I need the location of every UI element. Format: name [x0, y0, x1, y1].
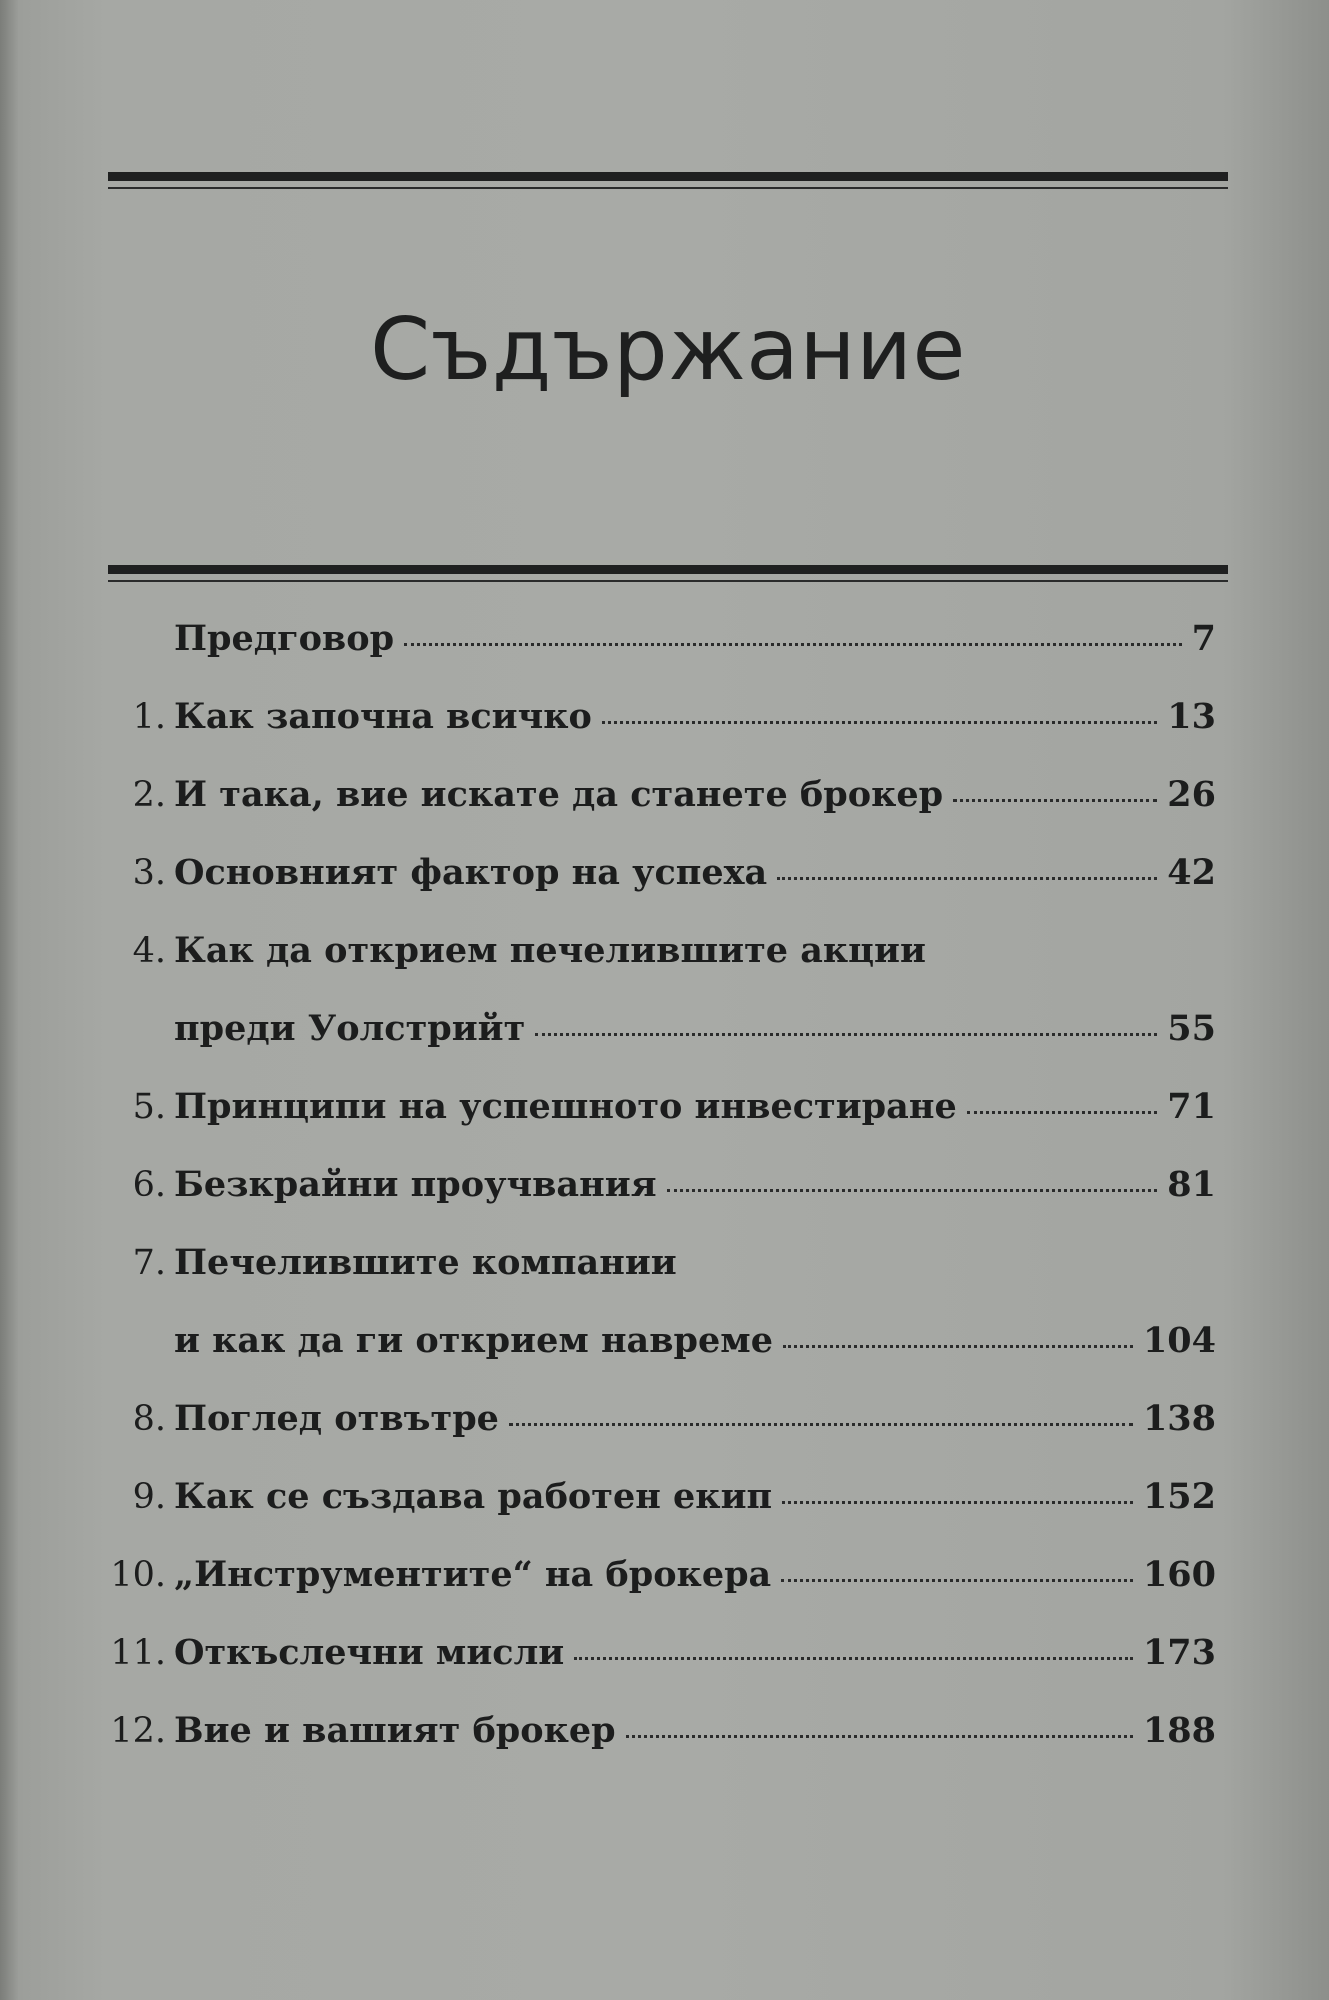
dot-leader [602, 720, 1157, 724]
dot-leader [626, 1734, 1133, 1738]
entry-title: „Инструментите“ на брокера [174, 1554, 772, 1595]
entry-page: 81 [1167, 1164, 1216, 1205]
toc-entry-1[interactable] [100, 696, 1220, 752]
entry-number: 8. [132, 1399, 166, 1439]
entry-number: 5. [132, 1087, 166, 1127]
dot-leader [509, 1422, 1133, 1426]
toc-entry-9[interactable] [100, 1476, 1220, 1532]
toc-entry-10[interactable] [100, 1554, 1220, 1610]
toc-entry-12[interactable] [100, 1710, 1220, 1766]
dot-leader [781, 1578, 1133, 1582]
entry-number: 4. [132, 931, 166, 971]
entry-title: Основният фактор на успеха [174, 852, 768, 893]
toc-entry-8[interactable] [100, 1398, 1220, 1454]
entry-page: 7 [1191, 618, 1216, 659]
entry-number: 11. [110, 1633, 166, 1673]
entry-title: преди Уолстрийт [174, 1008, 526, 1049]
entry-page: 188 [1142, 1710, 1216, 1751]
toc-entry-7-line2[interactable] [100, 1320, 1220, 1376]
entry-number: 6. [132, 1165, 166, 1205]
entry-number: 3. [132, 853, 166, 893]
entry-title: Как да открием печелившите акции [174, 930, 926, 971]
table-of-contents [100, 0, 1220, 2000]
entry-title: И така, вие искате да станете брокер [174, 774, 944, 815]
dot-leader [953, 798, 1157, 802]
entry-title: Как се създава работен екип [174, 1476, 773, 1517]
dot-leader [667, 1188, 1158, 1192]
toc-entry-foreword[interactable] [100, 618, 1220, 674]
entry-page: 71 [1167, 1086, 1216, 1127]
entry-title: Предговор [174, 618, 395, 659]
entry-number: 1. [132, 697, 166, 737]
entry-page: 104 [1142, 1320, 1216, 1361]
dot-leader [404, 642, 1182, 646]
dot-leader [782, 1500, 1133, 1504]
entry-title: Откъслечни мисли [174, 1632, 565, 1673]
dot-leader [574, 1656, 1133, 1660]
entry-title: Поглед отвътре [174, 1398, 499, 1439]
entry-page: 138 [1142, 1398, 1216, 1439]
entry-page: 55 [1167, 1008, 1216, 1049]
entry-number: 2. [132, 775, 166, 815]
page-title: Съдържание [370, 300, 966, 400]
toc-entry-3[interactable] [100, 852, 1220, 908]
entry-page: 152 [1142, 1476, 1216, 1517]
entry-title: Как започна всичко [174, 696, 592, 737]
entry-page: 173 [1142, 1632, 1216, 1673]
toc-entry-4-line1[interactable] [100, 930, 1220, 986]
entry-number: 10. [110, 1555, 166, 1595]
toc-entry-2[interactable] [100, 774, 1220, 830]
entry-page: 160 [1142, 1554, 1216, 1595]
entry-title: Печелившите компании [174, 1242, 677, 1283]
entry-page: 26 [1167, 774, 1216, 815]
entry-title: Безкрайни проучвания [174, 1164, 657, 1205]
dot-leader [535, 1032, 1157, 1036]
dot-leader [783, 1344, 1133, 1348]
entry-title: и как да ги открием навреме [174, 1320, 773, 1361]
entry-number: 12. [110, 1711, 166, 1751]
dot-leader [777, 876, 1157, 880]
entry-title: Принципи на успешното инвестиране [174, 1086, 957, 1127]
toc-entry-4-line2[interactable] [100, 1008, 1220, 1064]
toc-entry-5[interactable] [100, 1086, 1220, 1142]
dot-leader [967, 1110, 1158, 1114]
toc-entry-11[interactable] [100, 1632, 1220, 1688]
entry-page: 13 [1167, 696, 1216, 737]
toc-entry-7-line1[interactable] [100, 1242, 1220, 1298]
entry-number: 7. [132, 1243, 166, 1283]
entry-number: 9. [132, 1477, 166, 1517]
entry-title: Вие и вашият брокер [174, 1710, 616, 1751]
toc-entry-6[interactable] [100, 1164, 1220, 1220]
entry-page: 42 [1167, 852, 1216, 893]
